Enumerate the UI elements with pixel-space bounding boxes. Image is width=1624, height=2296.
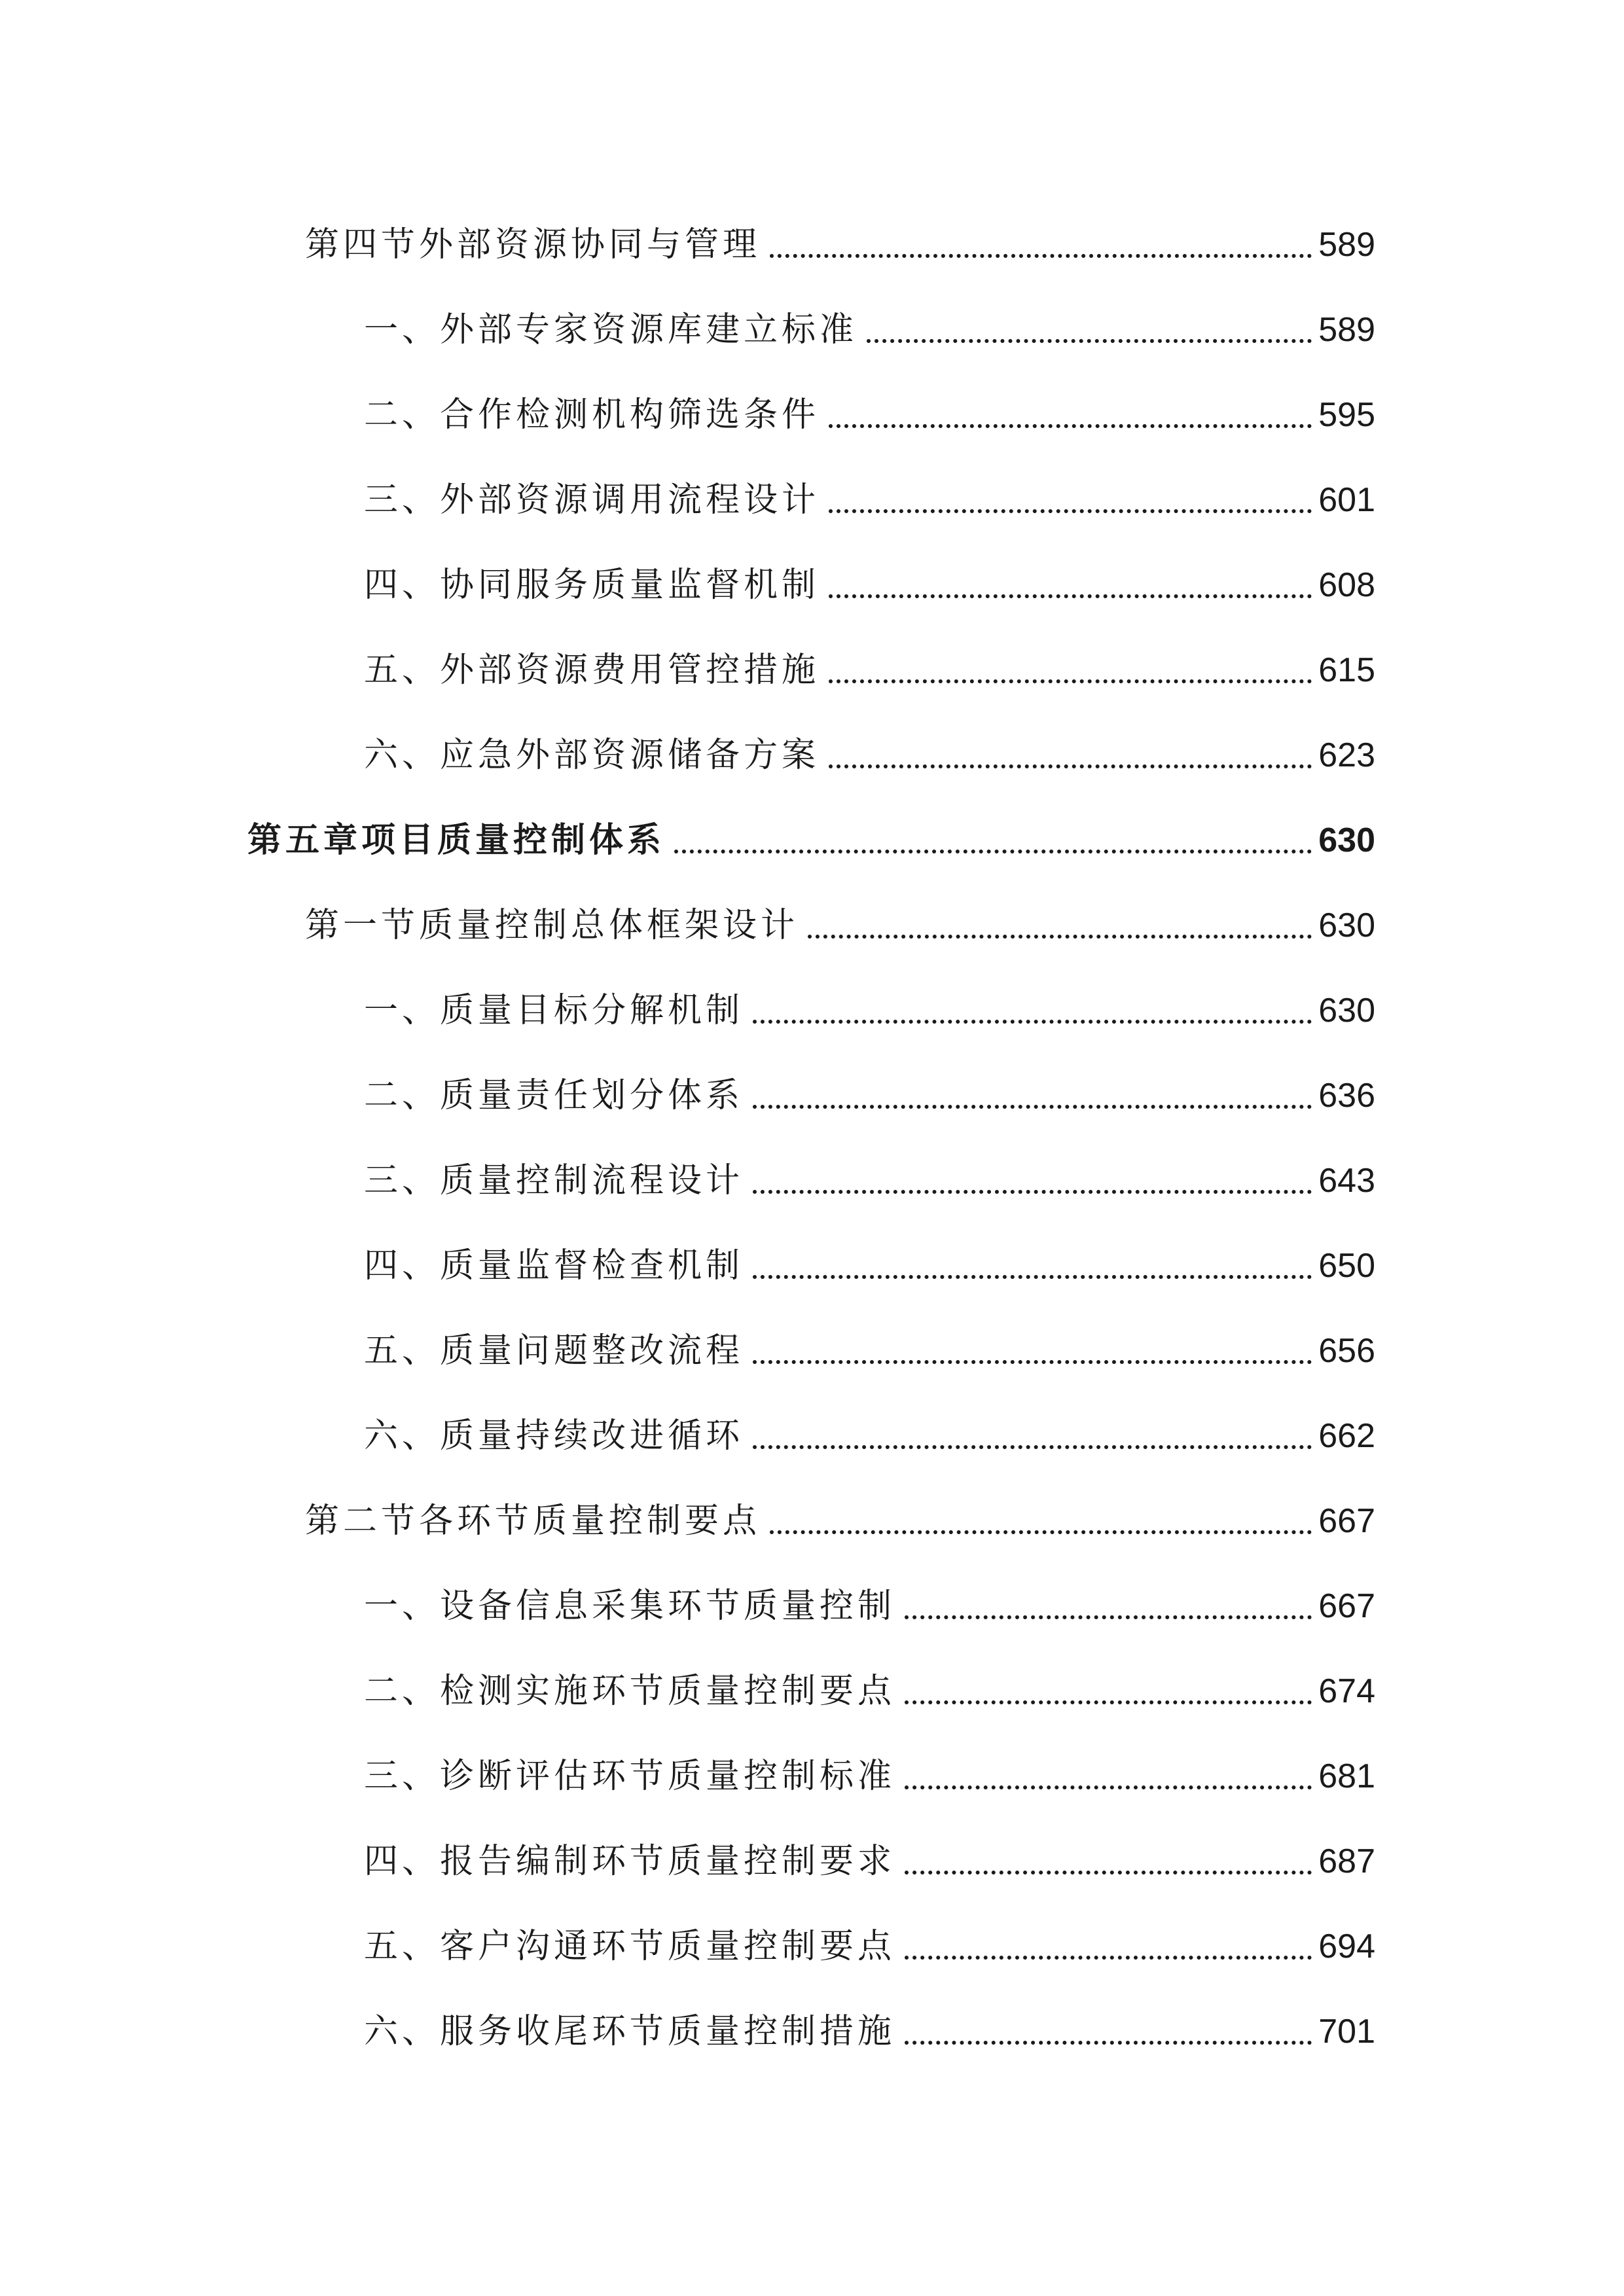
toc-entry[interactable]	[364, 380, 1375, 439]
toc-entry-title: 一、外部专家资源库建立标准	[364, 310, 858, 350]
toc-dot-leader	[770, 1530, 1312, 1534]
toc-entry-page: 630	[1318, 821, 1375, 859]
toc-dot-leader	[753, 1360, 1312, 1364]
toc-entry[interactable]	[364, 1230, 1375, 1289]
toc-dot-leader	[905, 1615, 1312, 1619]
toc-dot-leader	[829, 594, 1312, 598]
toc-entry[interactable]	[364, 1401, 1375, 1460]
toc-entry-title: 五、外部资源费用管控措施	[364, 651, 820, 690]
toc-entry[interactable]	[364, 1826, 1375, 1885]
toc-entry-page: 615	[1318, 651, 1375, 689]
toc-entry-title: 第二节各环节质量控制要点	[305, 1501, 761, 1541]
toc-entry[interactable]	[364, 635, 1375, 694]
toc-entry-page: 589	[1318, 311, 1375, 349]
toc-entry-title: 六、应急外部资源储备方案	[364, 736, 820, 775]
toc-entry-title: 五、质量问题整改流程	[364, 1331, 744, 1371]
toc-dot-leader	[674, 850, 1312, 853]
toc-dot-leader	[753, 1190, 1312, 1194]
toc-entry-page: 630	[1318, 906, 1375, 944]
toc-dot-leader	[829, 764, 1312, 768]
toc-entry-title: 二、合作检测机构筛选条件	[364, 395, 820, 435]
toc-entry[interactable]	[364, 1060, 1375, 1119]
toc-entry[interactable]	[364, 720, 1375, 779]
toc-entry[interactable]	[364, 1571, 1375, 1630]
toc-entry-title: 第四节外部资源协同与管理	[305, 225, 761, 264]
toc-entry-page: 643	[1318, 1162, 1375, 1200]
toc-entry-page: 701	[1318, 2013, 1375, 2051]
toc-entry-title: 三、质量控制流程设计	[364, 1161, 744, 1200]
toc-dot-leader	[829, 424, 1312, 428]
toc-entry-title: 六、质量持续改进循环	[364, 1416, 744, 1456]
toc-entry-title: 二、检测实施环节质量控制要点	[364, 1672, 896, 1711]
toc-entry[interactable]	[364, 1911, 1375, 1970]
toc-dot-leader	[905, 1700, 1312, 1704]
toc-entry[interactable]	[364, 1656, 1375, 1715]
toc-entry-page: 687	[1318, 1842, 1375, 1880]
toc-entry-title: 三、外部资源调用流程设计	[364, 480, 820, 520]
toc-dot-leader	[753, 1020, 1312, 1024]
toc-entry-page: 694	[1318, 1928, 1375, 1965]
toc-entry[interactable]	[364, 1996, 1375, 2055]
toc-entry-page: 601	[1318, 481, 1375, 519]
toc-entry-title: 一、设备信息采集环节质量控制	[364, 1587, 896, 1626]
toc-entry-page: 656	[1318, 1332, 1375, 1370]
toc-dot-leader	[770, 254, 1312, 258]
toc-entry-title: 一、质量目标分解机制	[364, 991, 744, 1030]
toc-dot-leader	[753, 1275, 1312, 1279]
toc-entry[interactable]	[364, 550, 1375, 609]
toc-entry[interactable]	[364, 975, 1375, 1034]
toc-dot-leader	[808, 935, 1312, 939]
toc-entry-title: 二、质量责任划分体系	[364, 1076, 744, 1115]
toc-dot-leader	[753, 1105, 1312, 1109]
toc-chapter-entry[interactable]	[247, 805, 1375, 864]
toc-entry[interactable]	[305, 1486, 1375, 1545]
toc-entry-title: 六、服务收尾环节质量控制措施	[364, 2012, 896, 2051]
toc-entry-title: 四、协同服务质量监督机制	[364, 565, 820, 605]
toc-entry-title: 第一节质量控制总体框架设计	[305, 906, 799, 945]
toc-entry[interactable]	[305, 890, 1375, 949]
toc-entry-title: 四、报告编制环节质量控制要求	[364, 1842, 896, 1881]
toc-entry[interactable]	[364, 295, 1375, 353]
toc-entry[interactable]	[364, 1741, 1375, 1800]
toc-entry-page: 595	[1318, 396, 1375, 434]
toc-entry[interactable]	[364, 1316, 1375, 1374]
toc-dot-leader	[905, 1956, 1312, 1960]
toc-entry-page: 623	[1318, 736, 1375, 774]
toc-entry-title: 五、客户沟通环节质量控制要点	[364, 1927, 896, 1966]
toc-dot-leader	[905, 1785, 1312, 1789]
toc-dot-leader	[753, 1445, 1312, 1449]
toc-entry[interactable]	[305, 209, 1375, 268]
toc-entry-page: 667	[1318, 1502, 1375, 1540]
toc-entry-page: 636	[1318, 1077, 1375, 1115]
toc-dot-leader	[905, 2041, 1312, 2045]
toc-entry-page: 674	[1318, 1672, 1375, 1710]
toc-entry-page: 667	[1318, 1587, 1375, 1625]
toc-entry-page: 589	[1318, 226, 1375, 264]
toc-entry-page: 608	[1318, 566, 1375, 604]
toc-entry-page: 630	[1318, 992, 1375, 1030]
toc-entry-page: 681	[1318, 1757, 1375, 1795]
toc-entry-page: 650	[1318, 1247, 1375, 1285]
toc-entry-title: 四、质量监督检查机制	[364, 1246, 744, 1285]
toc-dot-leader	[867, 339, 1312, 343]
toc-entry-title: 第五章项目质量控制体系	[247, 821, 666, 860]
toc-dot-leader	[905, 1871, 1312, 1874]
toc-entry[interactable]	[364, 1145, 1375, 1204]
toc-entry-title: 三、诊断评估环节质量控制标准	[364, 1757, 896, 1796]
toc-entry-page: 662	[1318, 1417, 1375, 1455]
toc-entry[interactable]	[364, 465, 1375, 524]
toc-dot-leader	[829, 509, 1312, 513]
toc-dot-leader	[829, 679, 1312, 683]
